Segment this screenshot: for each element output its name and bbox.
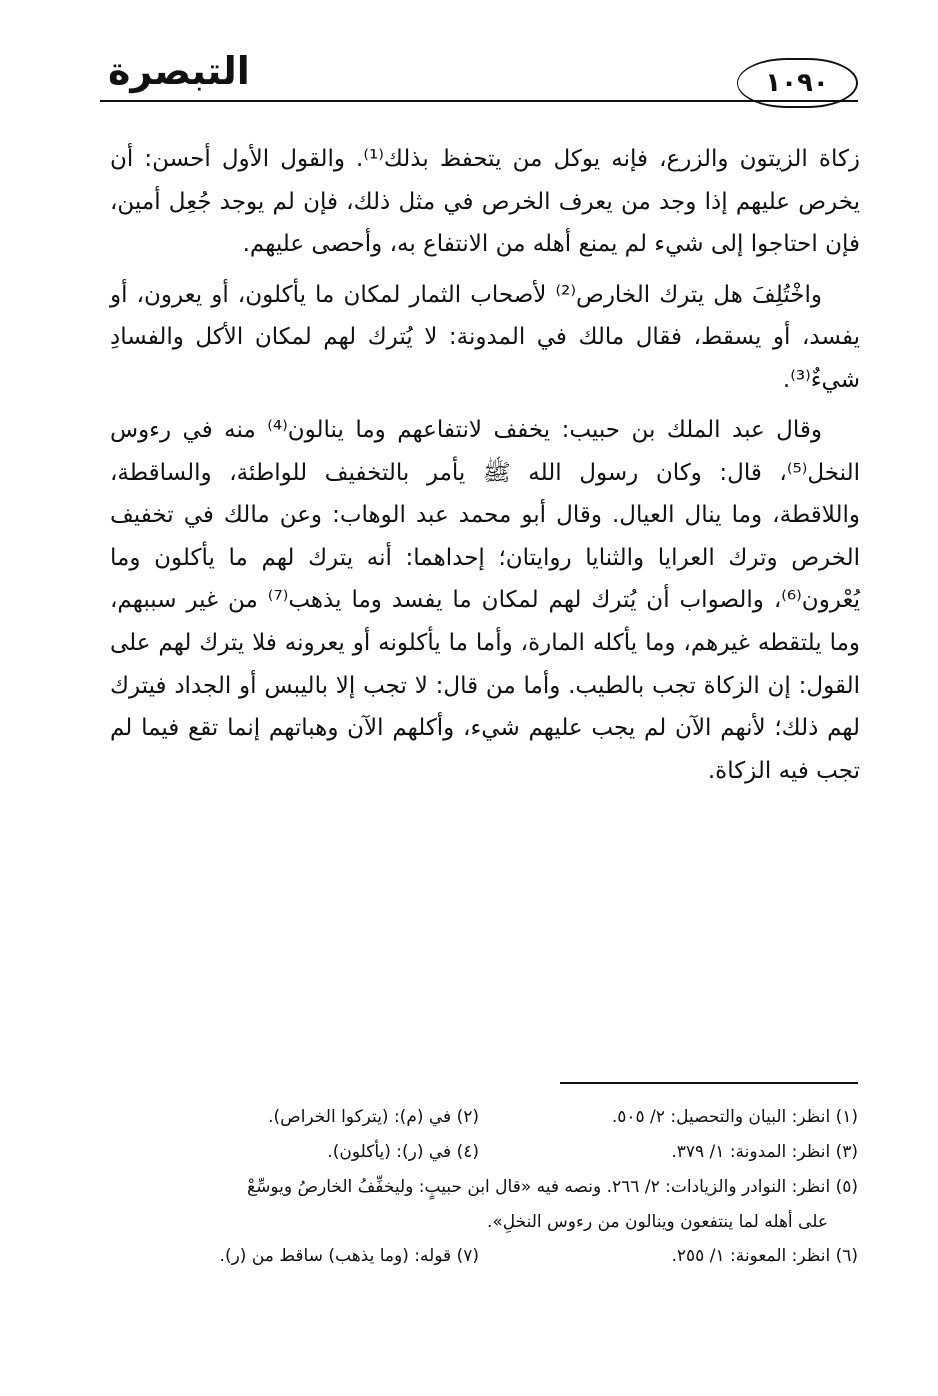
book-title: التبصرة	[108, 49, 250, 93]
footnote-row	[100, 1135, 858, 1170]
footnote-7: (٧) قوله: (وما يذهب) ساقط من (ر).	[219, 1246, 479, 1267]
main-text	[110, 138, 860, 800]
footnote-2: (٢) في (م): (يتركوا الخراص).	[268, 1107, 479, 1127]
footnote-4: (٤) في (ر): (يأكلون).	[327, 1141, 479, 1162]
footnote-row	[100, 1205, 858, 1240]
header-rule	[100, 100, 858, 102]
footnote-5: (٥) انظر: النوادر والزيادات: ٢/ ٢٦٦. ونصه فيه «قال ابن حبيبٍ: وليخفِّفُ الخارصُ ويوسِّعْ	[247, 1176, 858, 1197]
footnote-6: (٦) انظر: المعونة: ١/ ٢٥٥.	[671, 1246, 858, 1267]
paragraph-1: زكاة الزيتون والزرع، فإنه يوكل من يتحفظ بذلك⁽¹⁾. والقول الأول أحسن: أن يخرص عليهم إذا وجد من يعرف الخرص في مثل ذلك، فإن لم يوجد جُعِل أمين، فإن احتاجوا إلى شيء لم يمنع أهله من الانتفاع به، وأحصى عليهم.	[110, 146, 861, 258]
footnote-row	[100, 1239, 858, 1274]
footnotes	[100, 1100, 858, 1274]
footnote-row	[100, 1100, 858, 1135]
page-header	[100, 49, 858, 112]
footnote-3: (٣) انظر: المدونة: ١/ ٣٧٩.	[671, 1141, 858, 1162]
footnote-row	[100, 1170, 858, 1205]
footnote-divider	[560, 1082, 858, 1084]
footnote-5-continuation: على أهله لما ينتفعون وينالون من رءوس النخلِ».	[486, 1211, 828, 1232]
page-number: ١٠٩٠	[765, 68, 829, 98]
footnote-1: (١) انظر: البيان والتحصيل: ٢/ ٥٠٥.	[611, 1107, 858, 1127]
paragraph-2: واخْتُلِفَ هل يترك الخارص⁽²⁾ لأصحاب الثمار لمكان ما يأكلون، أو يعرون، أو يفسد، أو يسقط، فقال مالك في المدونة: لا يُترك لهم لمكان الأكل والفسادِ شيءٌ⁽³⁾.	[110, 281, 860, 393]
paragraph-3: وقال عبد الملك بن حبيب: يخفف لانتفاعهم وما ينالون⁽⁴⁾ منه في رءوس النخل⁽⁵⁾، قال: وكان رسول الله ﷺ يأمر بالتخفيف للواطئة، والساقطة، واللاقطة، وما ينال العيال. وقال أبو محمد عبد الوهاب: وعن مالك في تخفيف الخرص وترك العرايا والثنايا روايتان؛ إحداهما: أنه يترك لهم ما يأكلون وما يُعْرون⁽⁶⁾، والصواب أن يُترك لهم لمكان ما يفسد وما يذهب⁽⁷⁾ من غير سببهم، وما يلتقطه غيرهم، وما يأكله المارة، وأما ما يأكلونه أو يعرونه فلا يترك لهم على القول: إن الزكاة تجب بالطيب. وأما من قال: لا تجب إلا باليبس أو الجداد فيترك لهم ذلك؛ لأنهم الآن لم يجب عليهم شيء، وأكلهم الآن وهباتهم إنما تقع فيما لم تجب فيه الزكاة.	[110, 417, 860, 784]
